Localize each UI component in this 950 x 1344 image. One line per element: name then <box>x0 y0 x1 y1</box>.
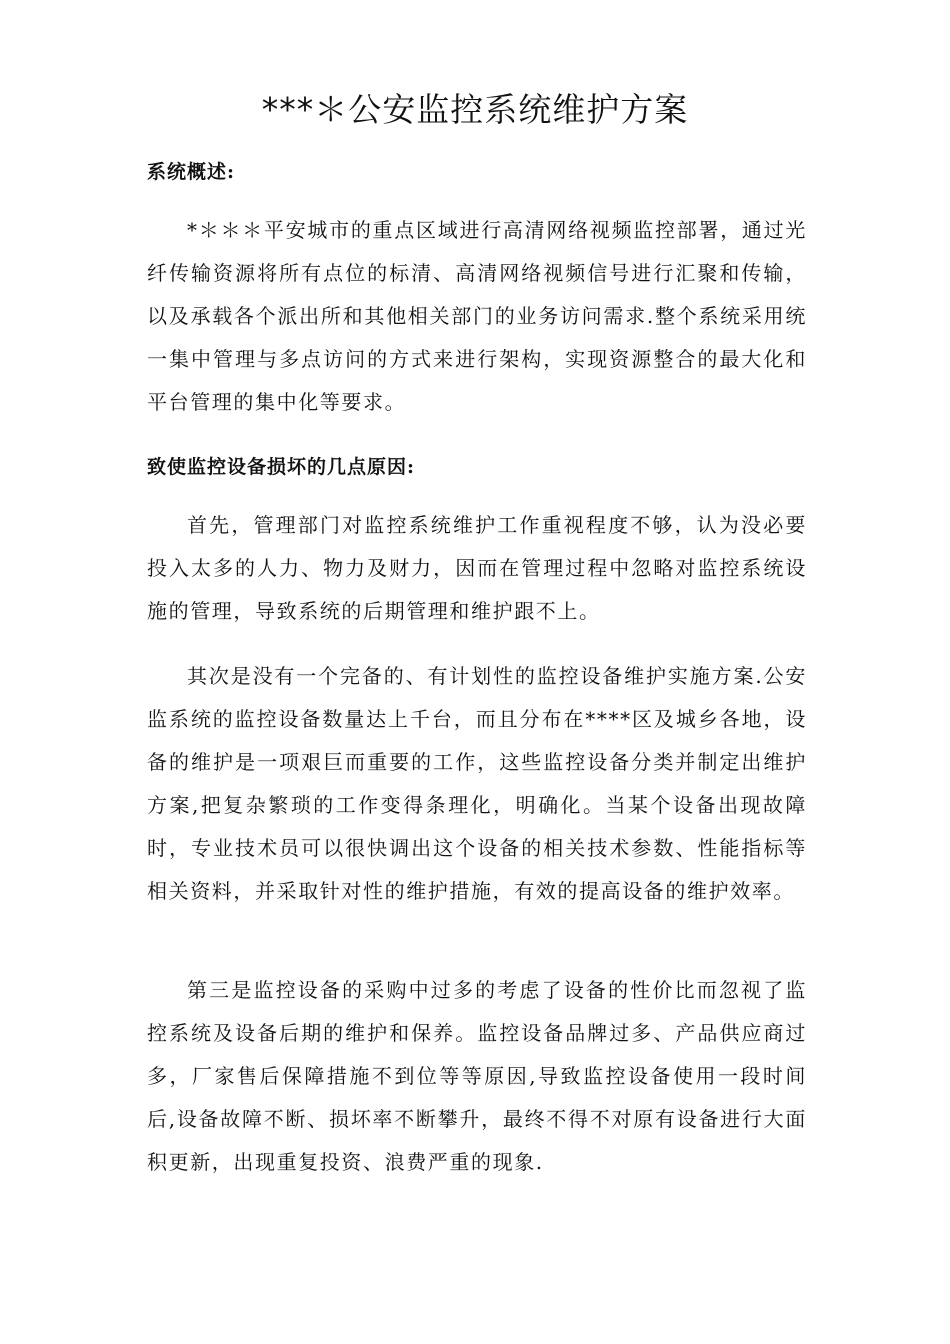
overview-paragraph: *＊＊＊平安城市的重点区域进行高清网络视频监控部署，通过光纤传输资源将所有点位的标清、高清网络视频信号进行汇聚和传输，以及承载各个派出所和其他相关部门的业务访问需求.整个系统采用统一集中管理与多点访问的方式来进行架构，实现资源整合的最大化和平台管理的集中化等要求。 <box>147 218 807 414</box>
section-heading-overview: 系统概述: <box>147 161 236 183</box>
cause-paragraph-second: 其次是没有一个完备的、有计划性的监控设备维护实施方案.公安监系统的监控设备数量达上千台，而且分布在****区及城乡各地，设备的维护是一项艰巨而重要的工作，这些监控设备分类并制定出维护方案,把复杂繁琐的工作变得条理化，明确化。当某个设备出现故障时，专业技术员可以很快调出这个设备的相关技术参数、性能指标等相关资料，并采取针对性的维护措施，有效的提高设备的维护效率。 <box>147 664 807 903</box>
section-heading-damage-causes: 致使监控设备损坏的几点原因: <box>147 456 416 478</box>
cause-paragraph-first: 首先，管理部门对监控系统维护工作重视程度不够，认为没必要投入太多的人力、物力及财力，因而在管理过程中忽略对监控系统设施的管理，导致系统的后期管理和维护跟不上。 <box>147 513 807 623</box>
cause-paragraph-third: 第三是监控设备的采购中过多的考虑了设备的性价比而忽视了监控系统及设备后期的维护和保养。监控设备品牌过多、产品供应商过多，厂家售后保障措施不到位等等原因,导致监控设备使用一段时间后,设备故障不断、损坏率不断攀升，最终不得不对原有设备进行大面积更新，出现重复投资、浪费严重的现象. <box>147 978 807 1174</box>
document-title: ***＊公安监控系统维护方案 <box>261 90 689 129</box>
